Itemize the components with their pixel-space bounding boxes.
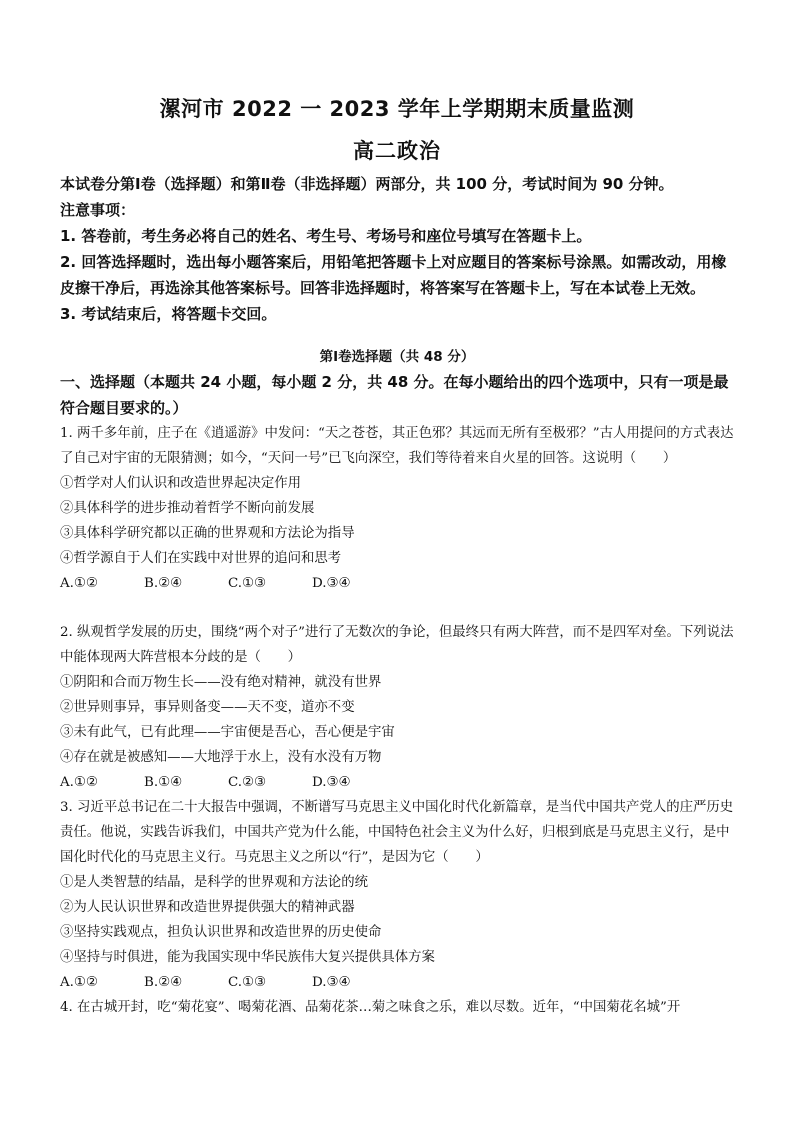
- question-stem: 4. 在古城开封，吃“菊花宴”、喝菊花酒、品菊花茶…菊之味食之乐，难以尽数。近年，“中国菊花名城”开: [60, 1000, 681, 1015]
- question-3: [60, 795, 736, 995]
- question-option: ④哲学源自于人们在实践中对世界的追问和思考: [60, 551, 342, 566]
- answer-a: A.①②: [60, 576, 98, 591]
- answer-d: D.③④: [312, 576, 351, 591]
- answer-b: B.②④: [144, 576, 183, 591]
- answer-c: C.②③: [228, 775, 267, 790]
- question-option: ③坚持实践观点，担负认识世界和改造世界的历史使命: [60, 925, 382, 940]
- question-option: ③具体科学研究都以正确的世界观和方法论为指导: [60, 526, 355, 541]
- notice-item: 2. 回答选择题时，选出每小题答案后，用铅笔把答题卡上对应题目的答案标号涂黑。如需改动，用橡皮擦干净后，再选涂其他答案标号。回答非选择题时，将答案写在答题卡上，写在本试卷上无效。: [60, 253, 727, 297]
- intro-block: [60, 171, 736, 327]
- section-instruction: 一、选择题（本题共 24 小题，每小题 2 分，共 48 分。在每小题给出的四个选项中，只有一项是最符合题目要求的。）: [60, 373, 729, 417]
- answer-choices: [60, 970, 736, 995]
- answer-a: A.①②: [60, 975, 98, 990]
- question-option: ①阴阳和合而万物生长——没有绝对精神，就没有世界: [60, 675, 382, 690]
- section-title: 第Ⅰ卷选择题（共 48 分）: [319, 349, 475, 365]
- notice-item: 1. 答卷前，考生务必将自己的姓名、考生号、考场号和座位号填写在答题卡上。: [60, 227, 592, 245]
- question-stem: 2. 纵观哲学发展的历史，围绕“两个对子”进行了无数次的争论，但最终只有两大阵营，而不是四军对垒。下列说法中能体现两大阵营根本分歧的是（ ）: [60, 625, 734, 665]
- question-option: ①是人类智慧的结晶，是科学的世界观和方法论的统: [60, 875, 368, 890]
- answer-b: B.②④: [144, 975, 183, 990]
- question-stem: 1. 两千多年前，庄子在《逍遥游》中发问：“天之苍苍，其正色邪？其远而无所有至极邪？”古人用提问的方式表达了自己对宇宙的无限猜测；如今，“天问一号”已飞向深空，我们等待着来自火星的回答。这说明（ ）: [60, 426, 734, 466]
- notice-title: 注意事项：: [60, 201, 136, 219]
- answer-b: B.①④: [144, 775, 183, 790]
- question-option: ①哲学对人们认识和改造世界起决定作用: [60, 476, 302, 491]
- answer-c: C.①③: [228, 576, 267, 591]
- question-1: [60, 421, 736, 596]
- answer-choices: [60, 571, 736, 596]
- question-option: ④坚持与时俱进，能为我国实现中华民族伟大复兴提供具体方案: [60, 950, 435, 965]
- answer-d: D.③④: [312, 975, 351, 990]
- exam-title: 漯河市 2022 一 2023 学年上学期期末质量监测: [159, 97, 635, 121]
- answer-c: C.①③: [228, 975, 267, 990]
- question-option: ②世异则事异，事异则备变——天不变，道亦不变: [60, 700, 355, 715]
- question-option: ④存在就是被感知——大地浮于水上，没有水没有万物: [60, 750, 382, 765]
- question-option: ③未有此气，已有此理——宇宙便是吾心，吾心便是宇宙: [60, 725, 395, 740]
- answer-a: A.①②: [60, 775, 98, 790]
- answer-d: D.③④: [312, 775, 351, 790]
- intro-description: 本试卷分第Ⅰ卷（选择题）和第Ⅱ卷（非选择题）两部分，共 100 分，考试时间为 90 分钟。: [60, 175, 674, 193]
- question-stem: 3. 习近平总书记在二十大报告中强调，不断谱写马克思主义中国化时代化新篇章，是当代中国共产党人的庄严历史责任。他说，实践告诉我们，中国共产党为什么能，中国特色社会主义为什么好，归根到底是马克思主义行，是中国化时代化的马克思主义行。马克思主义之所以“行”，是因为它（ ）: [60, 800, 734, 865]
- question-option: ②为人民认识世界和改造世界提供强大的精神武器: [60, 900, 355, 915]
- notice-item: 3. 考试结束后，将答题卡交回。: [60, 305, 277, 323]
- question-2: [60, 620, 736, 795]
- question-4: [60, 995, 736, 1020]
- answer-choices: [60, 770, 736, 795]
- question-option: ②具体科学的进步推动着哲学不断向前发展: [60, 501, 315, 516]
- subject-title: 高二政治: [353, 139, 441, 163]
